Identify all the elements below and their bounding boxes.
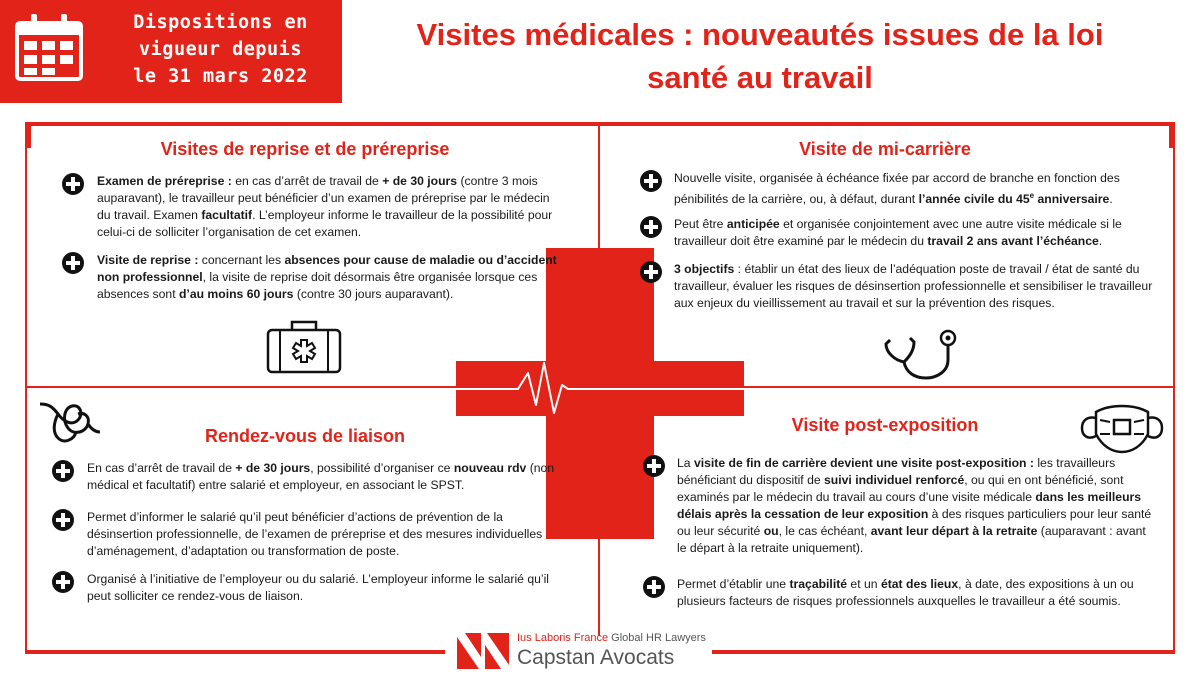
knot-icon xyxy=(38,392,102,444)
section-title-post-exposition: Visite post-exposition xyxy=(791,415,979,435)
page-title-line: santé au travail xyxy=(647,60,873,95)
item-text: Organisé à l’initiative de l’employeur ou du salarié. L’employeur informe le salarié qu’il peut solliciter ce rendez-vous de liaison. xyxy=(87,572,550,603)
plus-circle-icon xyxy=(640,261,662,283)
plus-circle-icon xyxy=(640,216,662,238)
item-text: Permet d’établir une traçabilité et un état des lieux, à date, des expositions à un ou plusieurs facteurs de risques professionnels auxquelles le travailleur a été soumis. xyxy=(677,577,1134,608)
firm-name: Capstan Avocats xyxy=(517,646,675,669)
badge-line: Dispositions en xyxy=(133,12,308,33)
stethoscope-icon xyxy=(880,326,962,380)
calendar-icon xyxy=(14,12,84,82)
medical-cross-ekg-icon xyxy=(456,361,744,416)
plus-circle-icon xyxy=(643,576,665,598)
badge-line: le 31 mars 2022 xyxy=(133,66,308,87)
network-descriptor: Global HR Lawyers xyxy=(608,632,706,644)
plus-circle-icon xyxy=(52,460,74,482)
list-item xyxy=(52,460,557,500)
list-item xyxy=(62,252,562,322)
item-text: En cas d’arrêt de travail de + de 30 jours, possibilité d’organiser ce nouveau rdv (non médical et facultatif) entre salarié et employeur, en associant le SPST. xyxy=(87,461,555,492)
item-text: Permet d’informer le salarié qu’il peut bénéficier d’actions de prévention de la désinsertion professionnelle, de l’examen de préreprise et des mesures individuelles d’aménagement, d’adaptation ou transformation de poste. xyxy=(87,510,543,558)
plus-circle-icon xyxy=(52,509,74,531)
capstan-logo-icon xyxy=(455,631,511,671)
effective-date-text xyxy=(108,9,333,90)
face-mask-icon xyxy=(1080,404,1164,456)
frame-bottom-right xyxy=(712,650,1175,654)
list-item xyxy=(640,261,1160,321)
section-title-liaison: Rendez-vous de liaison xyxy=(204,426,406,446)
list-item xyxy=(640,170,1160,210)
plus-circle-icon xyxy=(640,170,662,192)
page-title xyxy=(360,13,1160,99)
badge-line: vigueur depuis xyxy=(139,39,302,60)
list-item xyxy=(52,509,557,569)
frame-bottom-left xyxy=(25,650,445,654)
plus-circle-icon xyxy=(643,455,665,477)
item-text: Peut être anticipée et organisée conjointement avec une autre visite médicale si le travailleur doit être examiné par le médecin du travail 2 ans avant l’échéance. xyxy=(674,217,1122,248)
plus-circle-icon xyxy=(62,173,84,195)
list-item xyxy=(643,576,1153,631)
frame-center-horizontal-left xyxy=(25,386,457,388)
network-name: Ius Laboris France xyxy=(517,632,609,644)
first-aid-kit-icon xyxy=(266,318,342,374)
plus-circle-icon xyxy=(62,252,84,274)
frame-top-border xyxy=(25,122,1175,126)
frame-center-horizontal-right xyxy=(743,386,1175,388)
list-item xyxy=(62,173,562,243)
plus-circle-icon xyxy=(52,571,74,593)
item-text: Examen de préreprise : en cas d’arrêt de travail de + de 30 jours (contre 3 mois auparavant), le travailleur peut bénéficier d’un examen de préreprise par le médecin du travail. Examen facultatif. L’employeur informe le travailleur de la possibilité pour celui-ci de solliciter l’organisation de cet examen. xyxy=(97,174,553,239)
item-text: Nouvelle visite, organisée à échéance fixée par accord de branche en fonction des pénibilités de la carrière, ou, à défaut, durant l’année civile du 45e anniversaire. xyxy=(674,171,1120,207)
item-text: La visite de fin de carrière devient une visite post-exposition : les travailleurs bénéficiant du dispositif de suivi individuel renforcé, ou qui en ont bénéficié, sont examinés par le médecin du travail au cours d’une visite médicale dans les meilleurs délais après la cessation de leur exposition à des risques particuliers pour leur santé ou leur sécurité ou, le cas échéant, avant leur départ à la retraite (auparavant : avant le départ à la retraite uniquement). xyxy=(677,456,1152,555)
item-text: Visite de reprise : concernant les absences pour cause de maladie ou d’accident non professionnel, la visite de reprise doit désormais être organisée lorsque ces absences sont d’au moins 60 jours (contre 30 jours auparavant). xyxy=(97,253,557,301)
list-item xyxy=(640,216,1160,256)
network-tagline xyxy=(517,632,706,644)
item-text: 3 objectifs : établir un état des lieux de l’adéquation poste de travail / état de santé du travailleur, évaluer les risques de désinsertion professionnelle et sensibiliser le travailleur aux enjeux du vieillissement au travail et sur la prévention des risques. xyxy=(674,262,1153,310)
section-title-mi-carriere: Visite de mi-carrière xyxy=(799,139,971,159)
date-badge xyxy=(0,0,342,103)
page-title-line: Visites médicales : nouveautés issues de la loi xyxy=(416,17,1104,52)
list-item xyxy=(643,455,1153,565)
list-item xyxy=(52,571,557,611)
section-title-reprise: Visites de reprise et de préreprise xyxy=(160,139,450,159)
